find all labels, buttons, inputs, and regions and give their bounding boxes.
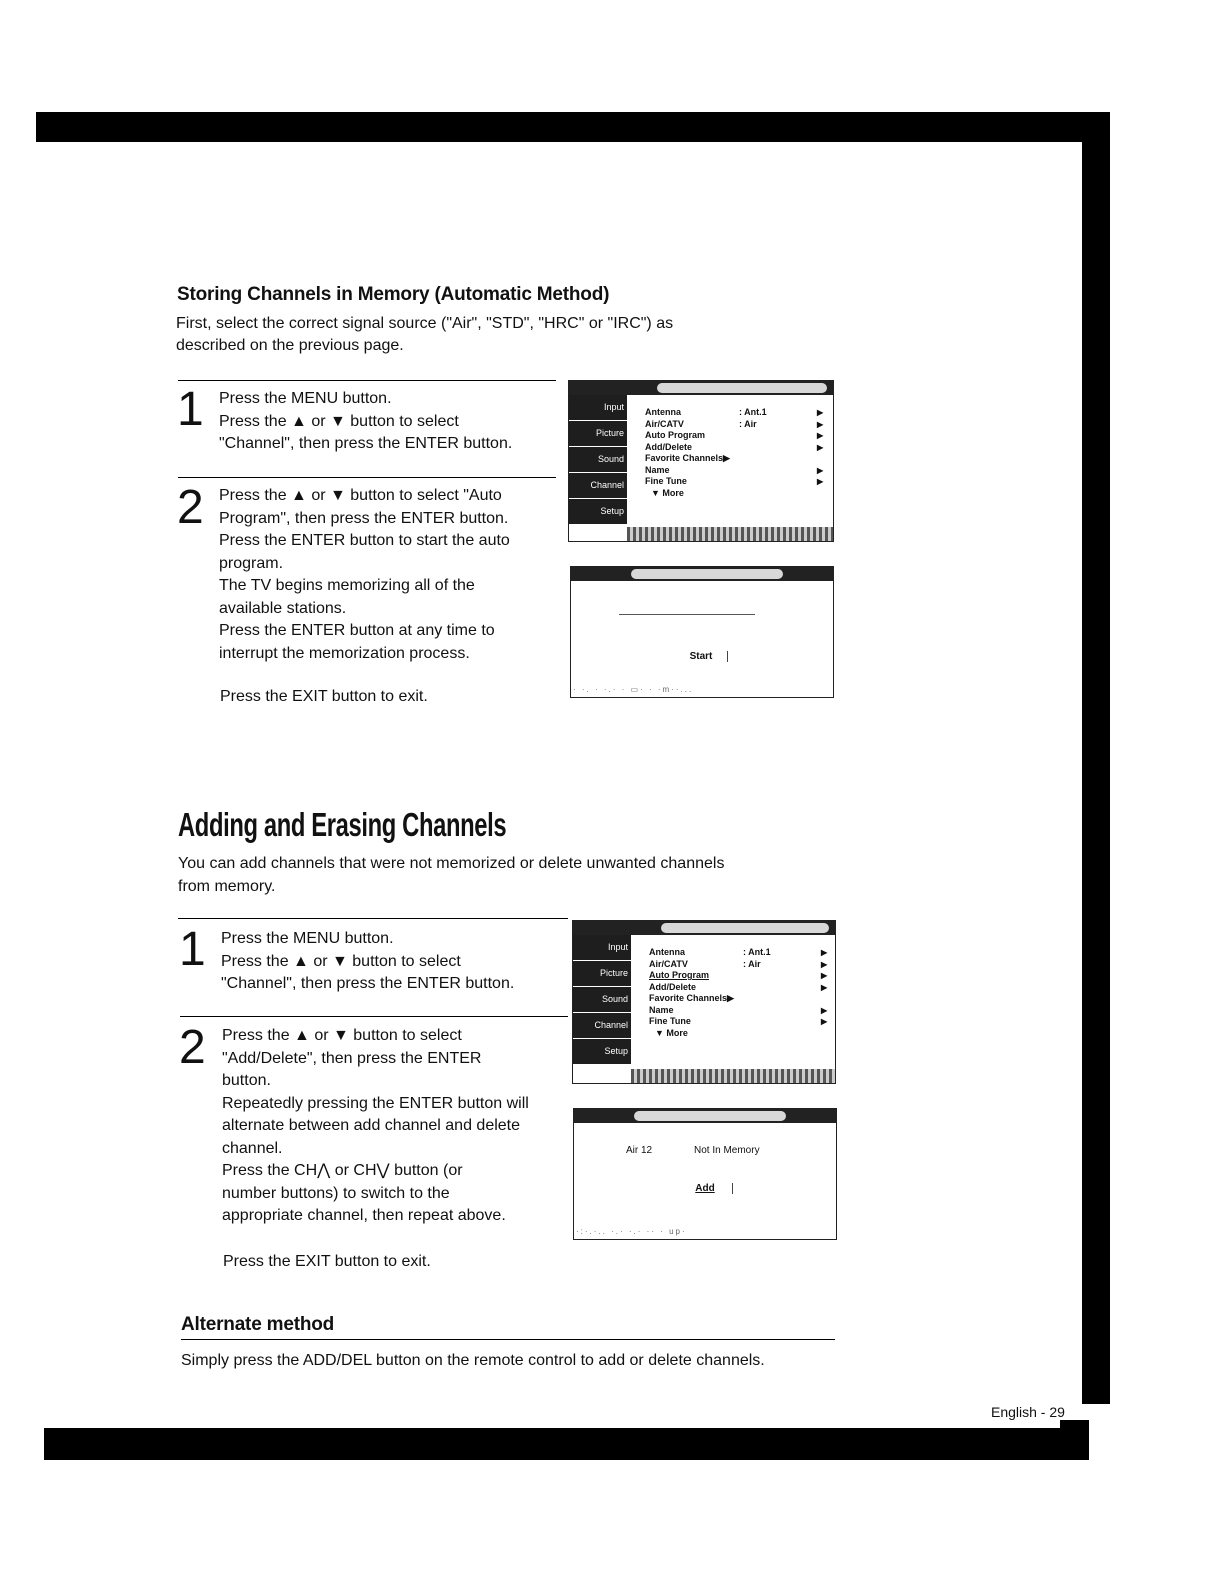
step-line: available stations. (219, 599, 347, 617)
step-line: alternate between add channel and delete (222, 1117, 521, 1134)
step-line: "Add/Delete", then press the ENTER (222, 1049, 482, 1067)
right-bar (1082, 112, 1110, 1404)
progress-line (619, 614, 755, 615)
section2-intro-line2: from memory. (178, 878, 276, 895)
osd-row-fine-tune: Fine Tune ▶ (649, 1016, 828, 1026)
section2-step2-number: 2 (179, 1021, 206, 1074)
osd-row-fine-tune: Fine Tune ▶ (645, 476, 824, 486)
osd-side-input: Input (573, 935, 631, 960)
section2-intro-line1: You can add channels that were not memorized or delete unwanted channels (178, 855, 725, 872)
section1-exit-text: Press the EXIT button to exit. (220, 688, 428, 705)
osd-header (574, 1109, 836, 1123)
osd-side-picture: Picture (573, 961, 631, 986)
osd-row-auto-program: Auto Program ▶ (645, 430, 824, 440)
step-line: Press the CH⋀ or CH⋁ button (or (222, 1162, 463, 1179)
osd-row-air-catv: Air/CATV : Air ▶ (649, 958, 828, 969)
osd-footer (627, 527, 833, 541)
step-line: button. (222, 1072, 271, 1089)
step-line: Repeatedly pressing the ENTER button will (222, 1094, 529, 1112)
bottom-bar-tab (1060, 1420, 1089, 1430)
osd-side-menu (573, 935, 631, 1083)
osd-channel-number: Air 12 (626, 1145, 653, 1156)
start-button[interactable]: Start (675, 651, 728, 662)
osd-row-antenna: Antenna : Ant.1 ▶ (645, 407, 824, 417)
osd-header (571, 567, 833, 581)
osd-side-sound: Sound (573, 987, 631, 1012)
osd-row-add-delete: Add/Delete ▶ (645, 441, 824, 452)
section2-heading: Adding and Erasing Channels (178, 806, 507, 843)
section1-heading: Storing Channels in Memory (Automatic Method) (177, 284, 610, 305)
alternate-heading: Alternate method (181, 1314, 335, 1335)
step-line: Press the ▲ or ▼ button to select (222, 1027, 462, 1044)
osd-row-name: Name ▶ (649, 1004, 828, 1015)
osd-menu-list (649, 947, 831, 1039)
step-line: appropriate channel, then repeat above. (222, 1207, 506, 1224)
step-divider (180, 1016, 568, 1017)
osd-row-add-delete: Add/Delete ▶ (649, 981, 828, 992)
step-divider (178, 918, 568, 919)
step-line: The TV begins memorizing all of the (219, 577, 475, 594)
osd-header (573, 921, 835, 935)
section2-exit-text: Press the EXIT button to exit. (223, 1253, 431, 1270)
osd-auto-program (570, 566, 834, 698)
top-bar (36, 112, 1110, 142)
osd-row-name: Name ▶ (645, 464, 824, 475)
osd-side-setup: Setup (573, 1039, 631, 1064)
osd-row-favorite: Favorite Channels▶ (649, 993, 734, 1003)
section1-step1-text (219, 388, 512, 456)
section1-step2-number: 2 (177, 481, 204, 534)
osd-header (569, 381, 833, 395)
step-line: Press the ENTER button at any time to (219, 622, 495, 639)
osd-footer: ·:·.·.. ·.· ·.· ·· · up· (576, 1227, 687, 1236)
osd-side-channel: Channel (569, 473, 627, 498)
step-line: Press the ENTER button to start the auto (219, 532, 510, 549)
osd-row-auto-program: Auto Program ▶ (649, 970, 828, 980)
osd-channel-menu (568, 380, 834, 542)
osd-row-favorite: Favorite Channels▶ (645, 453, 730, 463)
step-divider (178, 477, 556, 478)
bottom-bar (44, 1428, 1089, 1460)
osd-side-menu (569, 395, 627, 541)
osd-row-more: ▼ More (655, 1027, 688, 1038)
section1-step2-text (219, 485, 510, 665)
osd-side-channel: Channel (573, 1013, 631, 1038)
step-line: Press the ▲ or ▼ button to select (219, 412, 459, 430)
osd-channel-menu-2 (572, 920, 836, 1084)
section2-step1-number: 1 (179, 923, 206, 976)
step-line: Press the ▲ or ▼ button to select (221, 952, 461, 970)
osd-row-more: ▼ More (651, 487, 684, 498)
osd-footer (631, 1069, 835, 1083)
osd-side-sound: Sound (569, 447, 627, 472)
osd-row-antenna: Antenna : Ant.1 ▶ (649, 947, 828, 957)
step-divider (178, 380, 556, 381)
step-line: interrupt the memorization process. (219, 644, 470, 662)
add-button[interactable]: Add (678, 1183, 733, 1194)
step-line: Press the MENU button. (219, 390, 392, 407)
step-line: number buttons) to switch to the (222, 1184, 450, 1202)
step-line: program. (219, 554, 284, 572)
osd-memory-status: Not In Memory (694, 1145, 760, 1156)
step-line: "Channel", then press the ENTER button. (221, 975, 515, 992)
osd-footer: · ·. · ·.· · ▭· · ·m··... (573, 685, 694, 694)
osd-side-setup: Setup (569, 499, 627, 524)
osd-row-air-catv: Air/CATV : Air ▶ (645, 418, 824, 429)
osd-menu-list (645, 407, 829, 499)
step-line: Program", then press the ENTER button. (219, 509, 509, 527)
osd-side-input: Input (569, 395, 627, 420)
alternate-text: Simply press the ADD/DEL button on the remote control to add or delete channels. (181, 1352, 765, 1369)
step-line: channel. (222, 1139, 283, 1157)
alternate-rule (181, 1339, 835, 1340)
section1-intro-line1: First, select the correct signal source ("Air", "STD", "HRC" or "IRC") as (176, 315, 674, 332)
step-line: Press the ▲ or ▼ button to select "Auto (219, 487, 502, 504)
section2-step1-text (221, 928, 514, 996)
step-line: "Channel", then press the ENTER button. (219, 435, 513, 452)
page-number: English - 29 (991, 1404, 1065, 1420)
section1-intro-line2: described on the previous page. (176, 337, 404, 354)
osd-side-picture: Picture (569, 421, 627, 446)
osd-add-delete (573, 1108, 837, 1240)
section1-step1-number: 1 (177, 383, 204, 436)
step-line: Press the MENU button. (221, 930, 394, 947)
section2-step2-text (222, 1025, 529, 1228)
